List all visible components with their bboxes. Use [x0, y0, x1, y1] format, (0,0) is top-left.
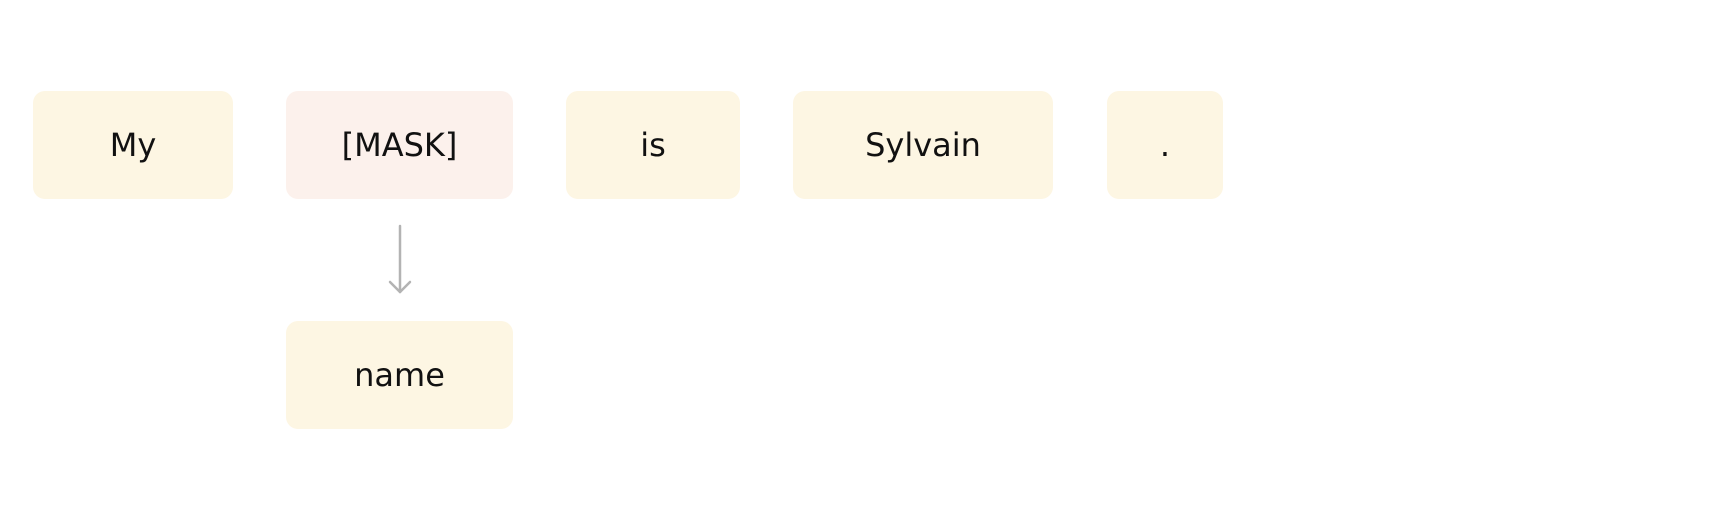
token-sylvain: Sylvain [793, 91, 1053, 199]
down-arrow-icon [380, 224, 420, 296]
token-is: is [566, 91, 740, 199]
predicted-token: name [286, 321, 513, 429]
token-my: My [33, 91, 233, 199]
token-period: . [1107, 91, 1223, 199]
token-mask: [MASK] [286, 91, 513, 199]
